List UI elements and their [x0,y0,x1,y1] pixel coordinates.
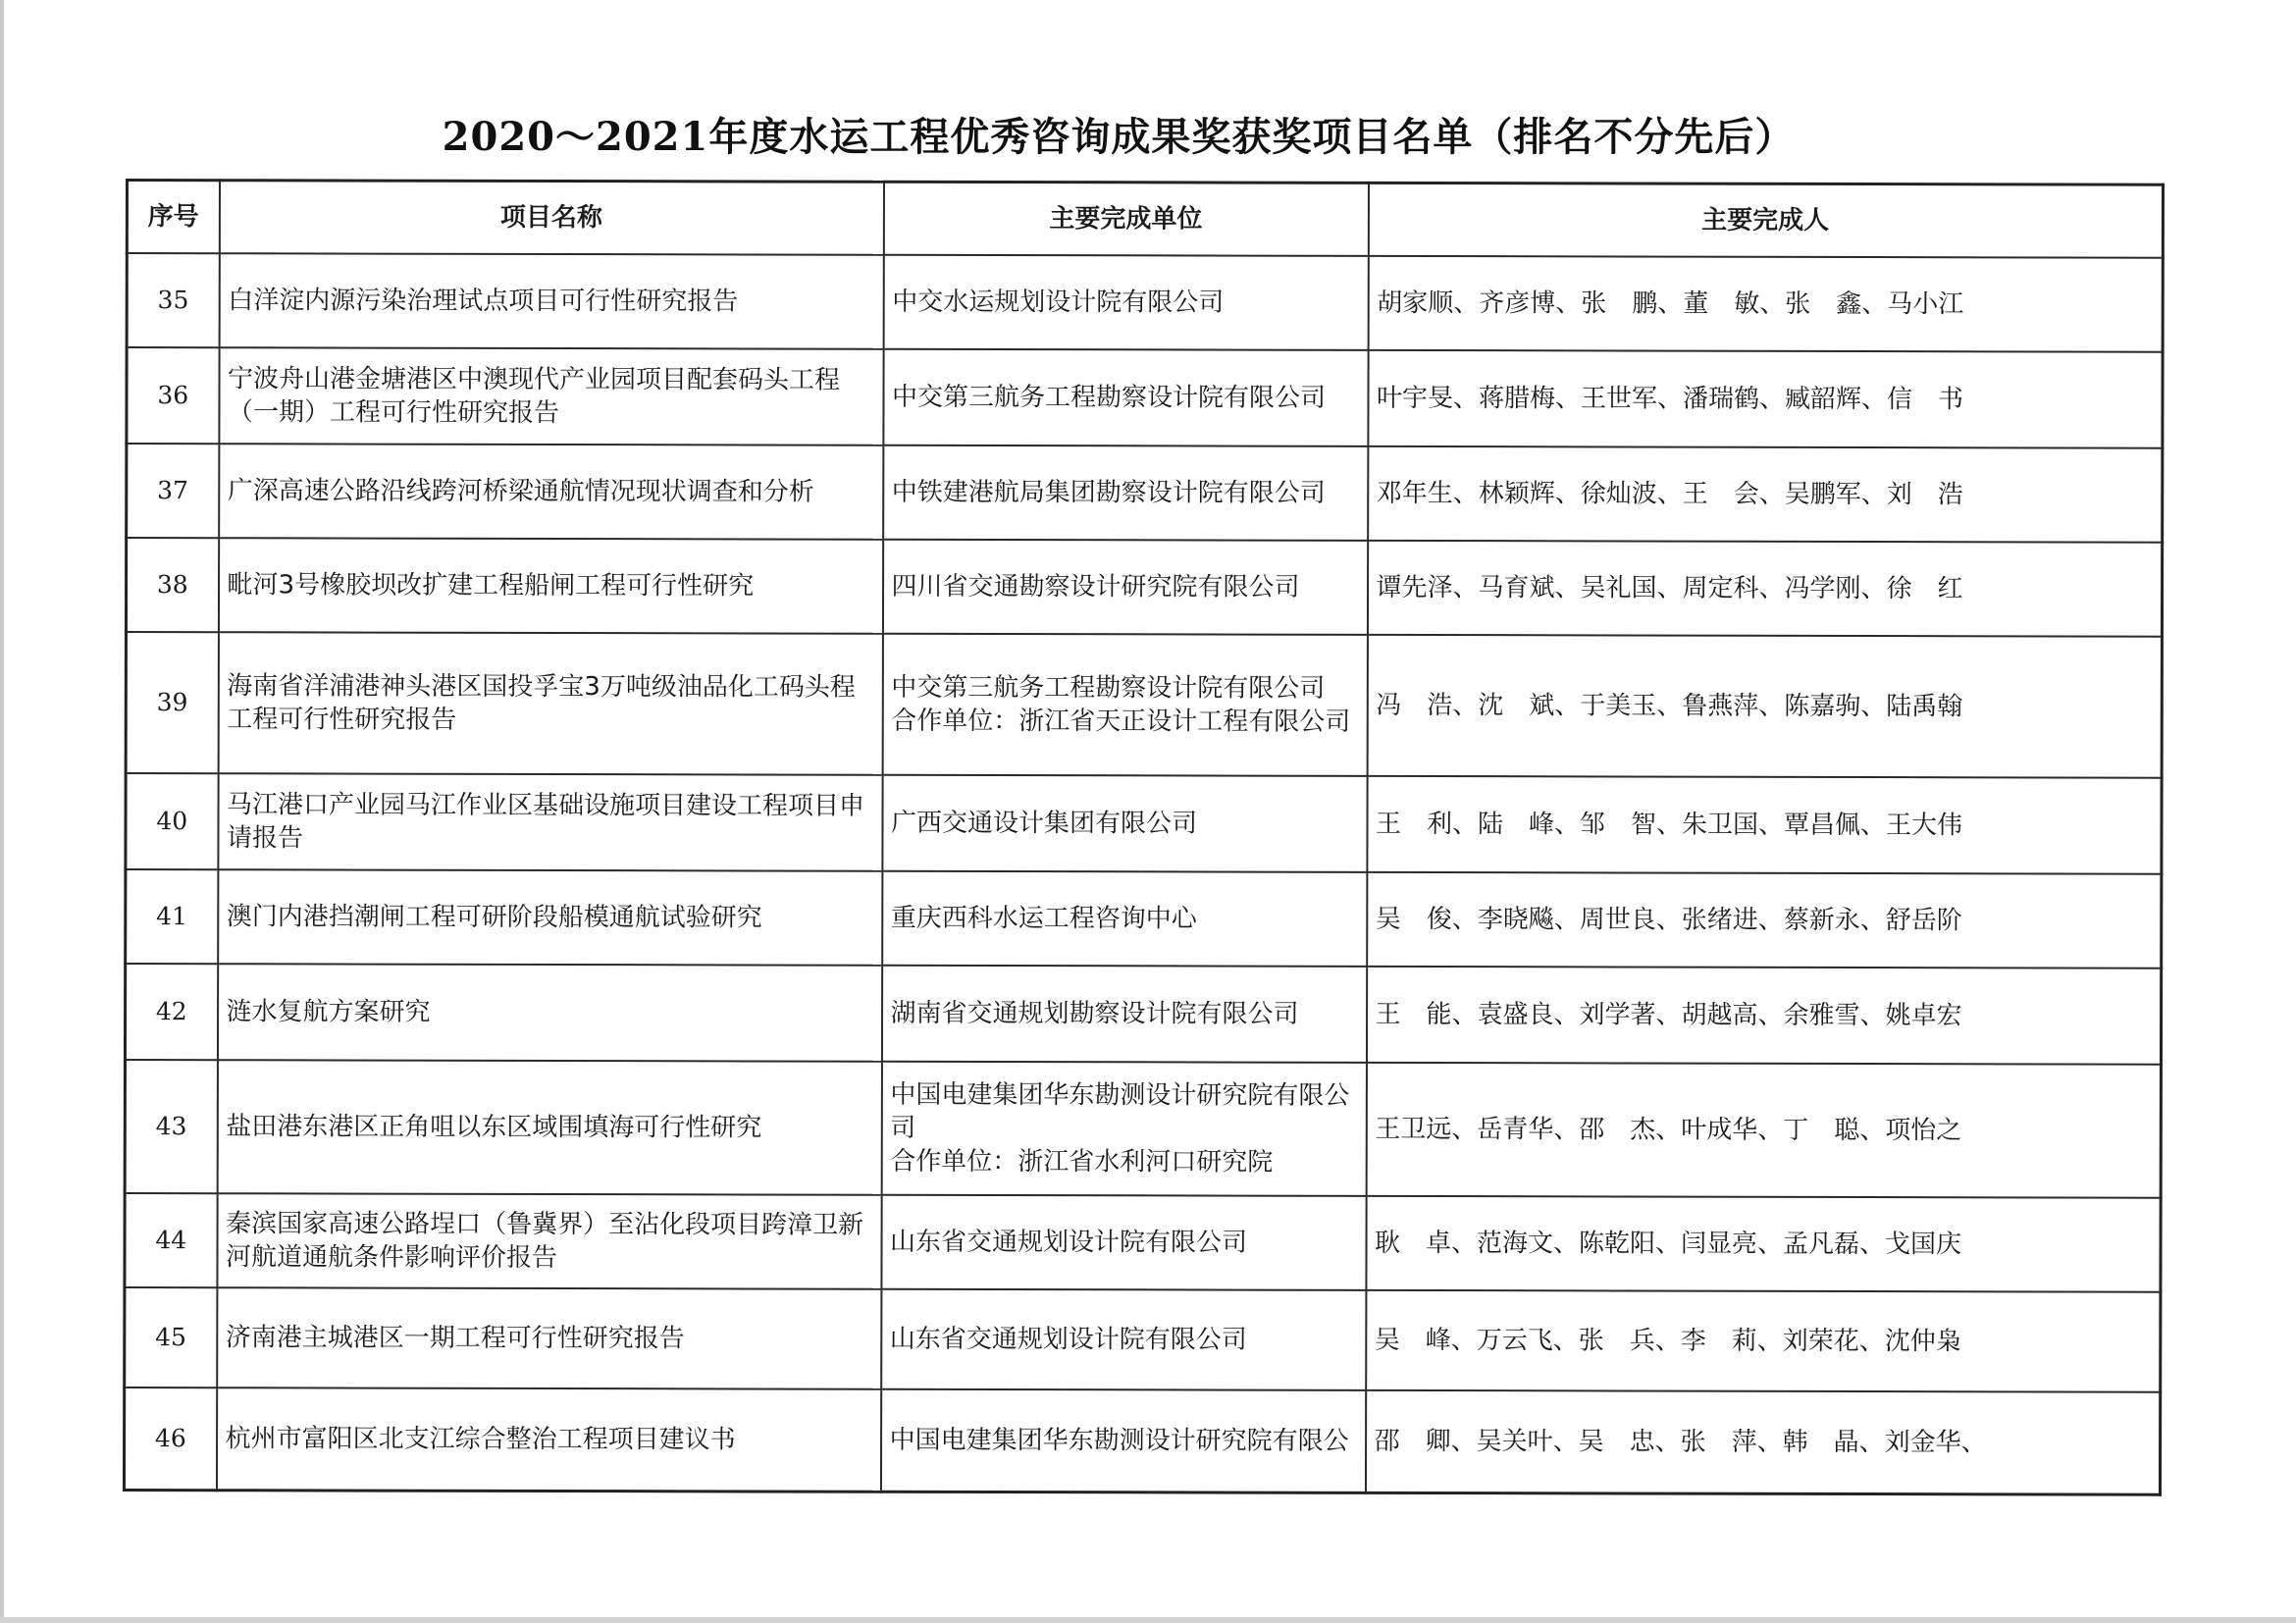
completion-unit [883,349,1368,446]
table-row [125,1287,2161,1392]
unit-line: 中铁建港航局集团勘察设计院有限公司 [891,477,1326,508]
unit-line: 山东省交通规划设计院有限公司 [890,1227,1248,1258]
project-name: 马江港口产业园马江作业区基础设施项目建设工程项目申请报告 [218,773,882,871]
table-row [126,538,2162,637]
row-number: 39 [126,632,218,773]
project-name: 杭州市富阳区北支江综合整治工程项目建议书 [216,1387,880,1492]
project-name: 宁波舟山港金塘港区中澳现代产业园项目配套码头工程（一期）工程可行性研究报告 [219,347,883,445]
partner-unit-line: 合作单位：浙江省天正设计工程有限公司 [891,706,1351,737]
table-row [126,773,2162,874]
unit-line: 山东省交通规划设计院有限公司 [889,1324,1247,1355]
table-row [124,1387,2160,1494]
unit-line: 中国电建集团华东勘测设计研究院有限公司 [890,1079,1350,1143]
table-row [125,1060,2161,1198]
row-number: 36 [127,347,219,444]
main-contributors: 吴 俊、李晓飚、周世良、张绪进、蔡新永、舒岳阶 [1367,872,2162,969]
main-contributors: 邓年生、林颖辉、徐灿波、王 会、吴鹏军、刘 浩 [1368,446,2163,543]
completion-unit [882,871,1367,967]
project-name: 澳门内港挡潮闸工程可研阶段船模通航试验研究 [218,869,882,966]
project-name: 毗河3号橡胶坝改扩建工程船闸工程可行性研究 [218,538,882,634]
table-body [124,253,2163,1494]
unit-line: 中国电建集团华东勘测设计研究院有限公 [889,1425,1349,1456]
document-title: 2020～2021年度水运工程优秀咨询成果奖获奖项目名单（排名不分先后） [442,114,1796,160]
completion-unit [881,1195,1366,1290]
completion-unit [882,775,1367,872]
main-contributors: 王 利、陆 峰、邹 智、朱卫国、覃昌佩、王大伟 [1367,776,2162,874]
project-name: 海南省洋浦港神头港区国投孚宝3万吨级油品化工码头程工程可行性研究报告 [218,632,882,775]
unit-line: 中交第三航务工程勘察设计院有限公司 [891,672,1326,704]
project-name: 盐田港东港区正角咀以东区域围填海可行性研究 [217,1060,881,1195]
header-people: 主要完成人 [1368,183,2163,257]
completion-unit [881,966,1366,1063]
row-number: 44 [125,1193,217,1287]
scan-edge-left [0,0,4,1623]
main-contributors: 王 能、袁盛良、刘学著、胡越高、余雅雪、姚卓宏 [1366,967,2161,1065]
table-row [127,347,2163,448]
table-row [125,964,2161,1065]
row-number: 45 [125,1287,217,1387]
completion-unit [881,1062,1366,1196]
row-number: 43 [125,1060,217,1193]
table-header [127,181,2163,258]
completion-unit [883,445,1368,541]
project-name: 济南港主城港区一期工程可行性研究报告 [217,1287,881,1389]
unit-line: 中交水运规划设计院有限公司 [892,287,1225,318]
row-number: 41 [126,869,218,964]
row-number: 37 [127,444,219,538]
main-contributors: 吴 峰、万云飞、张 兵、李 莉、刘荣花、沈仲枭 [1366,1290,2161,1392]
awards-table [123,179,2165,1496]
table-row [125,1193,2161,1292]
project-name: 白洋淀内源污染治理试点项目可行性研究报告 [219,253,883,349]
project-name: 秦滨国家高速公路埕口（鲁冀界）至沾化段项目跨漳卫新河航道通航条件影响评价报告 [217,1193,881,1289]
header-num: 序号 [127,181,219,254]
completion-unit [881,1289,1366,1390]
partner-unit-line: 合作单位：浙江省水利河口研究院 [890,1146,1274,1178]
header-unit: 主要完成单位 [883,182,1368,256]
unit-line: 重庆西科水运工程咨询中心 [890,903,1197,934]
unit-line: 四川省交通勘察设计研究院有限公司 [891,571,1300,602]
main-contributors: 王卫远、岳青华、邵 杰、叶成华、丁 聪、项怡之 [1366,1063,2161,1198]
header-name: 项目名称 [219,181,883,255]
unit-line: 中交第三航务工程勘察设计院有限公司 [891,382,1327,413]
completion-unit [883,255,1368,350]
row-number: 35 [127,253,219,347]
row-number: 38 [126,538,218,632]
project-name: 广深高速公路沿线跨河桥梁通航情况现状调查和分析 [219,444,883,540]
table-row [127,444,2163,543]
row-number: 40 [126,773,218,869]
table-row [127,253,2163,352]
completion-unit [880,1389,1365,1493]
main-contributors: 叶宇旻、蒋腊梅、王世军、潘瑞鹤、臧韶辉、信 书 [1368,350,2163,448]
row-number: 42 [125,964,217,1060]
unit-line: 湖南省交通规划勘察设计院有限公司 [890,998,1299,1029]
main-contributors: 邵 卿、吴关叶、吴 忠、张 萍、韩 晶、刘金华、 [1365,1390,2160,1494]
unit-line: 广西交通设计集团有限公司 [890,808,1198,839]
row-number: 46 [124,1387,216,1491]
table-row [126,632,2162,778]
header-row [127,181,2163,258]
table-row [126,869,2162,969]
completion-unit [882,634,1367,776]
main-contributors: 胡家顺、齐彦博、张 鹏、董 敏、张 鑫、马小江 [1368,256,2163,352]
scan-edge-bottom [0,1617,2296,1623]
completion-unit [882,540,1367,635]
main-contributors: 冯 浩、沈 斌、于美玉、鲁燕萍、陈嘉驹、陆禹翰 [1367,635,2162,778]
main-contributors: 耿 卓、范海文、陈乾阳、闫显亮、孟凡磊、戈国庆 [1366,1196,2161,1292]
main-contributors: 谭先泽、马育斌、吴礼国、周定科、冯学刚、徐 红 [1367,541,2162,637]
project-name: 涟水复航方案研究 [217,964,881,1062]
